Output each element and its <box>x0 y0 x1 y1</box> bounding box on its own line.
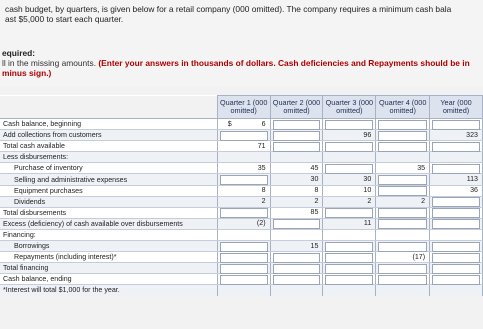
answer-cell[interactable] <box>218 186 270 195</box>
answer-input[interactable] <box>273 264 321 274</box>
q1-cell <box>217 119 270 130</box>
year-cell <box>430 274 483 285</box>
q1-cell <box>217 274 270 285</box>
answer-input[interactable] <box>273 275 321 285</box>
row-label: Cash balance, ending <box>0 274 217 285</box>
row-label: Financing: <box>0 229 217 240</box>
q1-cell <box>217 263 270 274</box>
cell-value: 6 <box>261 119 266 128</box>
cell-value: 2 <box>261 197 266 206</box>
q4-cell <box>376 174 430 185</box>
answer-cell[interactable] <box>430 142 482 151</box>
answer-input[interactable] <box>220 275 268 285</box>
row-label: Add collections from customers <box>0 130 217 141</box>
q4-cell <box>376 130 430 141</box>
answer-input[interactable] <box>220 253 268 263</box>
year-cell <box>430 218 483 229</box>
q2-cell <box>270 119 323 130</box>
year-cell <box>430 263 483 274</box>
table-row <box>0 141 483 152</box>
answer-cell[interactable] <box>271 286 323 295</box>
answer-cell[interactable] <box>376 142 429 151</box>
cell-value: 71 <box>257 141 266 150</box>
row-label: Selling and administrative expenses <box>0 174 217 185</box>
answer-input[interactable] <box>220 264 268 274</box>
answer-cell[interactable] <box>376 275 429 284</box>
answer-cell[interactable] <box>271 175 323 184</box>
q4-cell <box>376 119 430 130</box>
answer-cell[interactable] <box>323 131 375 140</box>
cell-value: 96 <box>363 130 372 139</box>
year-cell <box>430 174 483 185</box>
row-label: Total disbursements <box>0 207 217 218</box>
answer-cell[interactable] <box>376 219 429 228</box>
q1-cell <box>217 285 270 296</box>
year-cell <box>430 185 483 196</box>
answer-input[interactable] <box>325 253 373 263</box>
q3-cell <box>323 174 376 185</box>
answer-cell[interactable] <box>323 186 375 195</box>
answer-cell[interactable] <box>376 120 429 129</box>
year-cell <box>430 207 483 218</box>
answer-cell[interactable] <box>376 264 429 273</box>
q3-cell <box>323 196 376 207</box>
answer-input[interactable] <box>220 242 268 252</box>
answer-input[interactable] <box>325 264 373 274</box>
table-row <box>0 263 483 274</box>
answer-cell[interactable] <box>323 264 375 273</box>
q2-cell <box>270 185 323 196</box>
year-cell <box>430 141 483 152</box>
q2-cell <box>270 218 323 229</box>
quarter-3-header: Quarter 3 (000 omitted) <box>323 96 376 119</box>
instruction-line-2: minus sign.) <box>2 68 52 78</box>
answer-input[interactable] <box>378 242 427 252</box>
answer-input[interactable] <box>273 219 321 229</box>
answer-cell[interactable] <box>430 120 482 129</box>
q1-cell <box>217 185 270 196</box>
q4-cell <box>376 163 430 174</box>
answer-cell[interactable] <box>271 197 323 206</box>
row-label: Repayments (including interest)* <box>0 252 217 263</box>
q1-cell <box>217 252 270 263</box>
answer-cell[interactable] <box>323 120 375 129</box>
q2-cell <box>270 274 323 285</box>
answer-input[interactable] <box>378 219 427 229</box>
instruction-pre: ll in the missing amounts. <box>2 58 99 68</box>
answer-cell[interactable] <box>218 208 270 217</box>
answer-cell[interactable] <box>376 186 429 195</box>
q4-cell <box>376 252 430 263</box>
cell-value: (17) <box>412 252 426 261</box>
q2-cell <box>270 241 323 252</box>
table-row <box>0 185 483 196</box>
answer-cell[interactable] <box>376 230 429 239</box>
year-cell <box>430 163 483 174</box>
answer-input[interactable] <box>378 275 427 285</box>
q1-cell <box>217 152 270 163</box>
answer-cell[interactable] <box>271 120 323 129</box>
answer-cell[interactable] <box>323 142 375 151</box>
table-row <box>0 130 483 141</box>
q2-cell <box>270 285 323 296</box>
answer-cell[interactable] <box>430 175 482 184</box>
answer-input[interactable] <box>432 120 480 130</box>
answer-cell[interactable] <box>430 131 482 140</box>
table-row <box>0 241 483 252</box>
answer-cell[interactable] <box>323 253 375 262</box>
answer-cell[interactable] <box>323 275 375 284</box>
answer-cell[interactable] <box>271 153 323 162</box>
cell-value: 45 <box>310 163 319 172</box>
answer-cell[interactable] <box>376 164 429 173</box>
cell-value: 35 <box>417 163 426 172</box>
answer-input[interactable] <box>432 208 480 218</box>
answer-input[interactable] <box>378 208 427 218</box>
answer-cell[interactable] <box>218 153 270 162</box>
answer-input[interactable] <box>273 131 321 141</box>
q3-cell <box>323 152 376 163</box>
answer-cell[interactable] <box>323 164 375 173</box>
answer-cell[interactable] <box>218 286 270 295</box>
answer-cell[interactable] <box>376 153 429 162</box>
table-row <box>0 285 483 296</box>
q4-cell <box>376 263 430 274</box>
q3-cell <box>323 218 376 229</box>
cell-value: 15 <box>310 241 319 250</box>
table-row <box>0 196 483 207</box>
q2-cell <box>270 196 323 207</box>
answer-cell[interactable] <box>271 253 323 262</box>
answer-cell[interactable] <box>430 208 482 217</box>
year-cell <box>430 252 483 263</box>
answer-cell[interactable] <box>271 242 323 251</box>
answer-cell[interactable] <box>376 253 429 262</box>
year-header: Year (000 omitted) <box>430 96 483 119</box>
answer-input[interactable] <box>273 120 321 130</box>
required-heading: equired: <box>2 48 36 58</box>
cell-value: 10 <box>363 186 372 195</box>
q3-cell <box>323 185 376 196</box>
cell-value: 35 <box>257 163 266 172</box>
answer-cell[interactable] <box>218 275 270 284</box>
answer-input[interactable] <box>432 242 480 252</box>
row-label: Equipment purchases <box>0 185 217 196</box>
cell-value: 85 <box>310 208 319 217</box>
table-row <box>0 229 483 240</box>
answer-cell[interactable] <box>271 142 323 151</box>
year-cell <box>430 130 483 141</box>
q4-cell <box>376 274 430 285</box>
answer-cell[interactable] <box>218 253 270 262</box>
answer-input[interactable] <box>220 131 268 141</box>
answer-input[interactable] <box>378 142 427 152</box>
q1-cell <box>217 229 270 240</box>
q3-cell <box>323 274 376 285</box>
answer-cell[interactable] <box>323 175 375 184</box>
cell-value: 8 <box>314 186 319 195</box>
intro-line-1: cash budget, by quarters, is given below for a retail company (000 omitted). The company requires a minimum cash bala <box>5 4 452 14</box>
row-label: Cash balance, beginning <box>0 119 217 130</box>
answer-cell[interactable] <box>430 197 482 206</box>
answer-input[interactable] <box>432 275 480 285</box>
table-row <box>0 274 483 285</box>
answer-input[interactable] <box>378 186 427 196</box>
q1-cell <box>217 174 270 185</box>
q4-cell <box>376 185 430 196</box>
table-row <box>0 119 483 130</box>
table-row <box>0 252 483 263</box>
answer-input[interactable] <box>273 253 321 263</box>
year-cell <box>430 119 483 130</box>
table-row <box>0 163 483 174</box>
cell-value: 36 <box>470 186 478 195</box>
answer-cell[interactable] <box>218 175 270 184</box>
answer-input[interactable] <box>432 219 480 229</box>
q3-cell <box>323 229 376 240</box>
answer-input[interactable] <box>220 175 268 185</box>
row-label: Less disbursements: <box>0 152 217 163</box>
q4-cell <box>376 218 430 229</box>
q2-cell <box>270 130 323 141</box>
answer-input[interactable] <box>378 264 427 274</box>
q4-cell <box>376 285 430 296</box>
instruction-text <box>2 58 470 78</box>
answer-cell[interactable] <box>218 197 270 206</box>
q2-cell <box>270 152 323 163</box>
q3-cell <box>323 241 376 252</box>
q4-cell <box>376 141 430 152</box>
answer-input[interactable] <box>432 253 480 263</box>
q4-cell <box>376 207 430 218</box>
answer-cell[interactable] <box>430 253 482 262</box>
answer-input[interactable] <box>432 197 480 207</box>
answer-cell[interactable] <box>376 131 429 140</box>
answer-cell[interactable] <box>430 275 482 284</box>
answer-input[interactable] <box>325 275 373 285</box>
q4-cell <box>376 229 430 240</box>
quarter-1-header: Quarter 1 (000 omitted) <box>217 96 270 119</box>
table-row <box>0 152 483 163</box>
row-label: Dividends <box>0 196 217 207</box>
dollar-sign: $ <box>227 119 232 128</box>
cell-value: 30 <box>363 175 372 184</box>
answer-cell[interactable] <box>218 219 270 228</box>
answer-cell[interactable] <box>323 242 375 251</box>
cash-budget-table <box>0 95 483 296</box>
q1-cell <box>217 196 270 207</box>
answer-cell[interactable] <box>430 153 482 162</box>
answer-cell[interactable] <box>323 208 375 217</box>
problem-intro <box>0 0 483 86</box>
answer-cell[interactable] <box>218 242 270 251</box>
answer-input[interactable] <box>325 164 373 174</box>
q2-cell <box>270 252 323 263</box>
q2-cell <box>270 163 323 174</box>
answer-cell[interactable] <box>376 197 429 206</box>
answer-input[interactable] <box>273 142 321 152</box>
label-column-header <box>0 96 217 119</box>
answer-cell[interactable] <box>376 242 429 251</box>
q4-cell <box>376 152 430 163</box>
q2-cell <box>270 141 323 152</box>
answer-input[interactable] <box>325 142 373 152</box>
answer-input[interactable] <box>378 131 427 141</box>
cell-value: 8 <box>261 186 266 195</box>
year-cell <box>430 196 483 207</box>
answer-cell[interactable] <box>218 142 270 151</box>
table-row <box>0 218 483 229</box>
q1-cell <box>217 218 270 229</box>
intro-line-2: ast $5,000 to start each quarter. <box>5 14 124 24</box>
answer-cell[interactable] <box>376 208 429 217</box>
q2-cell <box>270 207 323 218</box>
cell-value: 323 <box>466 130 478 139</box>
answer-input[interactable] <box>220 208 268 218</box>
answer-input[interactable] <box>325 242 373 252</box>
q3-cell <box>323 130 376 141</box>
instruction-bold: (Enter your answers in thousands of dollars. Cash deficiencies and Repayments should be in <box>98 58 470 68</box>
answer-cell[interactable] <box>430 242 482 251</box>
row-label: Purchase of inventory <box>0 163 217 174</box>
answer-cell[interactable] <box>271 164 323 173</box>
answer-input[interactable] <box>432 142 480 152</box>
answer-cell[interactable] <box>323 197 375 206</box>
answer-cell[interactable] <box>218 120 270 129</box>
answer-cell[interactable] <box>323 286 375 295</box>
year-cell <box>430 229 483 240</box>
cell-value: 11 <box>363 219 372 228</box>
answer-cell[interactable] <box>430 219 482 228</box>
answer-input[interactable] <box>325 208 373 218</box>
answer-cell[interactable] <box>218 164 270 173</box>
q2-cell <box>270 229 323 240</box>
answer-cell[interactable] <box>323 219 375 228</box>
q1-cell <box>217 163 270 174</box>
q3-cell <box>323 252 376 263</box>
row-label: Borrowings <box>0 241 217 252</box>
answer-cell[interactable] <box>376 175 429 184</box>
row-label: *Interest will total $1,000 for the year. <box>0 285 217 296</box>
year-cell <box>430 241 483 252</box>
q3-cell <box>323 141 376 152</box>
answer-cell[interactable] <box>271 208 323 217</box>
q1-cell <box>217 207 270 218</box>
row-label: Excess (deficiency) of cash available over disbursements <box>0 218 217 229</box>
answer-cell[interactable] <box>218 131 270 140</box>
answer-input[interactable] <box>378 175 427 185</box>
answer-cell[interactable] <box>271 131 323 140</box>
answer-cell[interactable] <box>271 264 323 273</box>
answer-cell[interactable] <box>271 275 323 284</box>
cell-value: 2 <box>314 197 319 206</box>
q4-cell <box>376 196 430 207</box>
q1-cell <box>217 130 270 141</box>
answer-cell[interactable] <box>218 230 270 239</box>
table-row <box>0 207 483 218</box>
q3-cell <box>323 207 376 218</box>
q3-cell <box>323 163 376 174</box>
answer-input[interactable] <box>325 120 373 130</box>
q2-cell <box>270 263 323 274</box>
answer-cell[interactable] <box>271 219 323 228</box>
q1-cell <box>217 241 270 252</box>
answer-input[interactable] <box>432 264 480 274</box>
q2-cell <box>270 174 323 185</box>
answer-cell[interactable] <box>430 164 482 173</box>
quarter-2-header: Quarter 2 (000 omitted) <box>270 96 323 119</box>
q1-cell <box>217 141 270 152</box>
q3-cell <box>323 285 376 296</box>
answer-input[interactable] <box>432 164 480 174</box>
answer-cell[interactable] <box>430 286 482 295</box>
cell-value: 113 <box>466 175 478 184</box>
answer-cell[interactable] <box>271 186 323 195</box>
quarter-4-header: Quarter 4 (000 omitted) <box>376 96 430 119</box>
cell-value: 2 <box>421 197 426 206</box>
year-cell <box>430 285 483 296</box>
row-label: Total financing <box>0 263 217 274</box>
cell-value: 2 <box>367 197 372 206</box>
answer-cell[interactable] <box>323 153 375 162</box>
answer-cell[interactable] <box>218 264 270 273</box>
table-row <box>0 174 483 185</box>
answer-cell[interactable] <box>430 230 482 239</box>
answer-cell[interactable] <box>323 230 375 239</box>
year-cell <box>430 152 483 163</box>
q4-cell <box>376 241 430 252</box>
cell-value: 30 <box>310 175 319 184</box>
answer-cell[interactable] <box>271 230 323 239</box>
q3-cell <box>323 263 376 274</box>
q3-cell <box>323 119 376 130</box>
answer-cell[interactable] <box>430 186 482 195</box>
row-label: Total cash available <box>0 141 217 152</box>
answer-input[interactable] <box>378 120 427 130</box>
answer-cell[interactable] <box>376 286 429 295</box>
answer-cell[interactable] <box>430 264 482 273</box>
cell-value: (2) <box>256 219 266 228</box>
